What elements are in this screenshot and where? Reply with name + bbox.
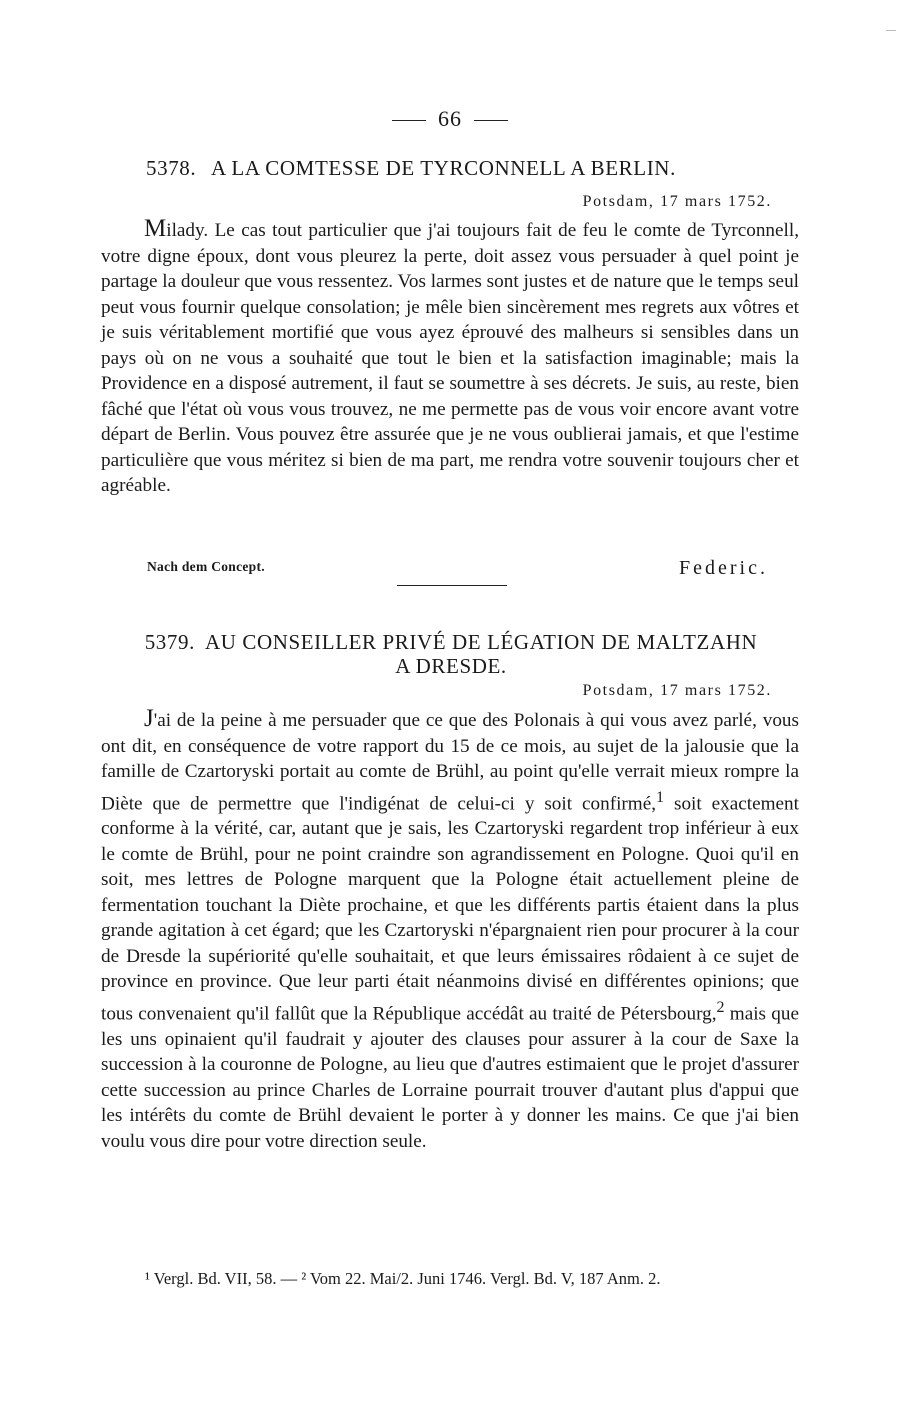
page-number-dash-left [392, 120, 426, 121]
scan-edge-mark [886, 30, 896, 31]
letter-2-title-line-2: A DRESDE. [395, 654, 507, 678]
letter-2-number: 5379. [144, 630, 195, 654]
section-divider [397, 585, 507, 586]
footnote-ref-1: 1 [656, 788, 665, 806]
footnotes: ¹ Vergl. Bd. VII, 58. — ² Vom 22. Mai/2. Juni 1746. Vergl. Bd. V, 187 Anm. 2. [145, 1269, 661, 1288]
letter-2-text-part-1: 'ai de la peine à me persuader que ce que des Polonais à qui vous avez parlé, vous ont dit, en conséquence de votre rapport du 15 de ce mois, au sujet de la jalousie que la famille de Czartoryski portait au comte de Brühl, au point qu'elle verrait mieux rompre la Diète que de permettre que l'indigénat de celui-ci y soit confirmé, [101, 710, 799, 814]
letter-2-title-line-1: AU CONSEILLER PRIVÉ DE LÉGATION DE MALTZAHN [204, 630, 758, 654]
letter-2-initial: J [144, 705, 154, 732]
letter-2-heading [101, 630, 801, 678]
letter-2-place-date: Potsdam, 17 mars 1752. [582, 682, 772, 699]
footnote-ref-2: 2 [716, 998, 725, 1016]
letter-1-number: 5378. [146, 156, 197, 180]
letter-1-initial: M [144, 215, 167, 242]
letter-1-source-note: Nach dem Concept. [147, 559, 265, 574]
letter-2-text-part-3: mais que les uns opinaient qu'il faudrait y ajouter des clauses pour assurer à la cour de Saxe la succession à la couronne de Pologne, au lieu que d'autres estimaient que le projet d'assurer cette succession au prince Charles de Lorraine pourrait trouver d'autant plus d'appui que les intérêts du comte de Brühl devaient le porter à y donner les mains. Ce que j'ai bien voulu vous dire pour votre direction seule. [101, 1003, 799, 1152]
page-number-value: 66 [438, 106, 462, 131]
letter-2-text-part-2: soit exactement conforme à la vérité, car, autant que je sais, les Czartoryski regardent trop inférieur à eux le comte de Brühl, pour ne point craindre son agrandissement en Pologne. Quoi qu'il en soit, mes lettres de Pologne marquent que la Pologne était actuellement pleine de fermentation touchant la Diète prochaine, et que les différents partis étaient dans la plus grande agitation à cet égard; que les Czartoryski n'épargnaient rien pour procurer à la cour de Dresde la supériorité qu'elle souhaitait, et que leurs émissaires rôdaient à ce sujet de province en province. Que leur parti était néanmoins divisé en différentes opinions; que tous convenaient qu'il fallût que la République accédât au traité de Pétersbourg, [101, 792, 799, 1025]
page-number [0, 106, 900, 132]
letter-1-text: ilady. Le cas tout particulier que j'ai toujours fait de feu le comte de Tyrconnell, votre digne époux, dont vous pleurez la perte, doit assez vous persuader à quel point je partage la douleur que vous ressentez. Vos larmes sont justes et de nature que le temps seul peut vous fournir quelque consolation; je mêle bien sincèrement mes regrets aux vôtres et je suis véritablement mortifié que vous ayez éprouvé des malheurs si sensibles dans un pays où on ne vous a souhaité que tout le bien et la satisfaction imaginable; mais la Providence en a disposé autrement, il faut se soumettre à ses décrets. Je suis, au reste, bien fâché que l'état où vous vous trouvez, ne me permette pas de vous voir encore avant votre départ de Berlin. Vous pouvez être assurée que je ne vous oublierai jamais, et que l'estime particulière que vous méritez si bien de ma part, me rendra votre souvenir toujours cher et agréable. [101, 220, 799, 496]
letter-2-heading-line-1 [101, 630, 801, 654]
letter-1-body [101, 216, 799, 499]
letter-1-heading [146, 156, 806, 180]
page-number-dash-right [474, 120, 508, 121]
letter-1-signature: Federic. [679, 557, 768, 579]
letter-1-place-date: Potsdam, 17 mars 1752. [582, 193, 772, 210]
letter-2-body [101, 706, 799, 1154]
letter-1-title: A LA COMTESSE DE TYRCONNELL A BERLIN. [210, 156, 676, 180]
